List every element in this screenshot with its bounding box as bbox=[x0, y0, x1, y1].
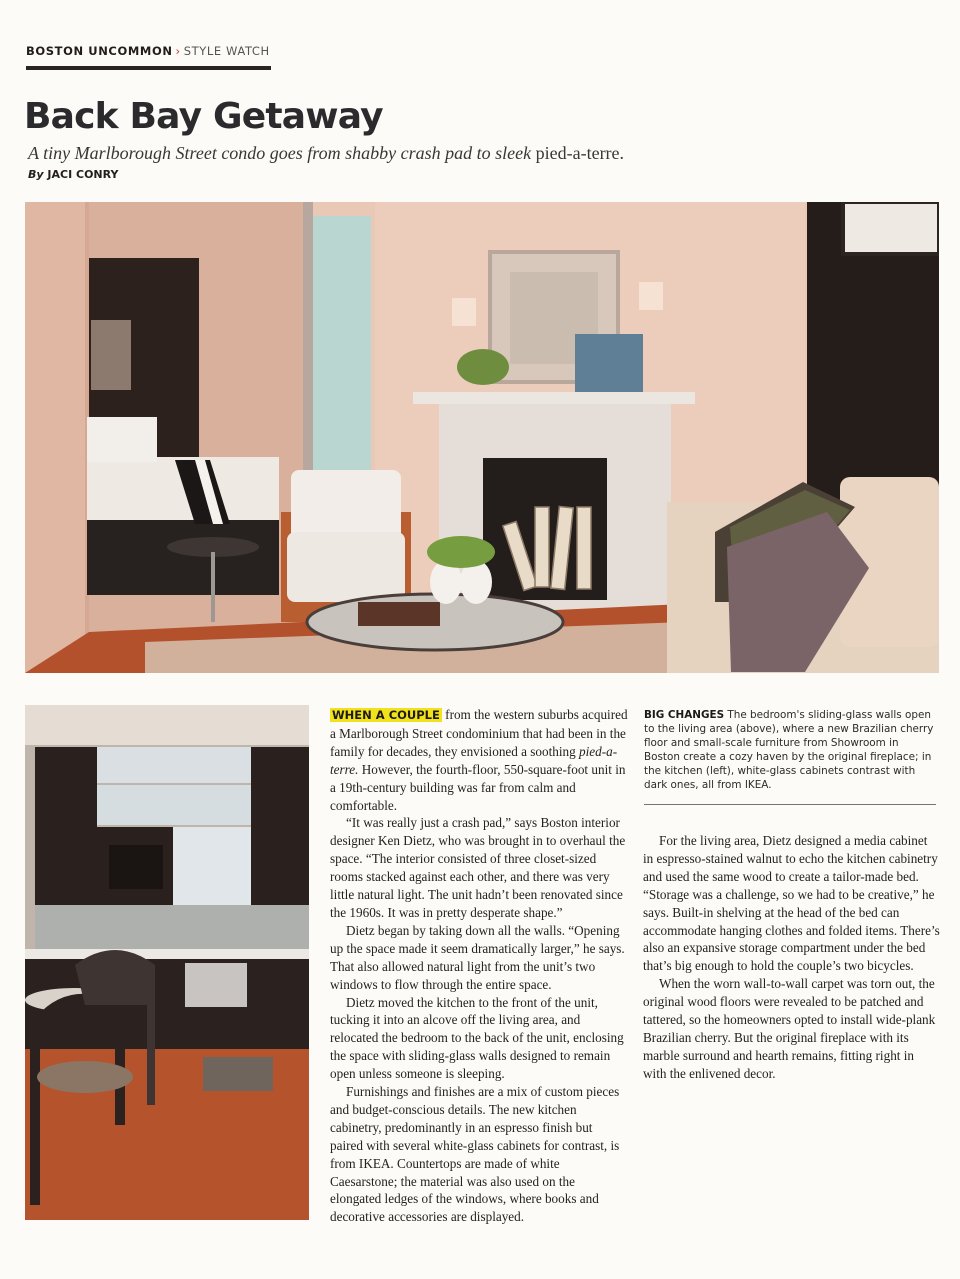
body-p1-a: from the western suburbs acquired a Marlborough Street condominium that had been in the family for decades, they envisioned a soothing bbox=[330, 707, 628, 759]
body-paragraph-3: Dietz began by taking down all the walls. “Opening up the space made it seem dramatically larger,” he says. That also allowed natural light from the unit’s two windows to flow through the entire space. bbox=[330, 922, 625, 992]
kitchen-photo bbox=[25, 705, 309, 1220]
body-paragraph-6: For the living area, Dietz designed a media cabinet in espresso-stained walnut to echo the kitchen cabinetry and used the same wood to create a tailor-made bed. “Storage was a challenge, so we had to be creative,” he says. Built-in shelving at the head of the bed can accommodate hanging clothes and folded items. There’s also an expansive storage compartment under the bed that’s big enough to hold the couple’s two bicycles. bbox=[643, 833, 940, 974]
body-p1-em: pied-a-terre. bbox=[330, 743, 618, 777]
byline-author: JACI CONRY bbox=[47, 168, 119, 181]
body-p1-b: However, the fourth-floor, 550-square-foot unit in a 19th-century building was far from calm and comfortable. bbox=[330, 761, 626, 813]
subsection-name: STYLE WATCH bbox=[183, 44, 270, 58]
body-paragraph-7: When the worn wall-to-wall carpet was torn out, the original wood floors were revealed to be patched and tattered, so the homeowners opted to install wide-plank Brazilian cherry. But the original fireplace with its marble surround and hearth remains, fitting right in with the enlivened decor. bbox=[643, 976, 936, 1081]
living-room-illustration bbox=[25, 202, 939, 673]
byline bbox=[28, 168, 118, 181]
dek-italic: A tiny Marlborough Street condo goes from shabby crash pad to sleek bbox=[28, 143, 532, 163]
body-paragraph-2: “It was really just a crash pad,” says Boston interior designer Ken Dietz, who was brought in to overhaul the space. “The interior consisted of three closet-sized rooms stacked against each other, and there was very little natural light. The unit hadn’t been renovated since the 1960s. It was in pretty desperate shape.” bbox=[330, 815, 626, 920]
body-column-1 bbox=[330, 706, 628, 1226]
body-column-2 bbox=[643, 832, 940, 1083]
caption-text: The bedroom's sliding-glass walls open to the living area (above), where a new Brazilian cherry floor and small-scale furniture from Showroom in Boston create a cozy haven by the original fireplace; in the kitchen (left), white-glass cabinets contrast with dark ones, all from IKEA. bbox=[644, 709, 934, 791]
kitchen-illustration bbox=[25, 705, 309, 1220]
caption-lead: BIG CHANGES bbox=[644, 709, 725, 721]
kicker-separator-icon: › bbox=[175, 44, 181, 58]
section-kicker bbox=[26, 44, 271, 70]
article-headline: Back Bay Getaway bbox=[24, 96, 383, 137]
body-paragraph-5: Furnishings and finishes are a mix of custom pieces and budget-conscious details. The new kitchen cabinetry, predominantly in an espresso finish but paired with several white-glass cabinets for contrast, is from IKEA. Countertops are made of white Caesarstone; the material was also used on the elongated ledges of the windows, where books and decorative accessories are displayed. bbox=[330, 1084, 620, 1225]
byline-prefix: By bbox=[28, 168, 44, 181]
body-paragraph-4: Dietz moved the kitchen to the front of the unit, tucking it into an alcove off the living area, and relocated the bedroom to the back of the unit, enclosing the space with sliding-glass walls designed to remain open unless someone is sleeping. bbox=[330, 994, 624, 1082]
article-dek bbox=[28, 143, 624, 164]
lead-in: WHEN A COUPLE bbox=[332, 708, 440, 722]
section-name: BOSTON UNCOMMON bbox=[26, 44, 173, 58]
living-room-photo bbox=[25, 202, 939, 673]
photo-caption bbox=[644, 709, 936, 805]
dek-roman: pied-a-terre. bbox=[535, 143, 625, 163]
body-paragraph-1 bbox=[330, 706, 628, 814]
